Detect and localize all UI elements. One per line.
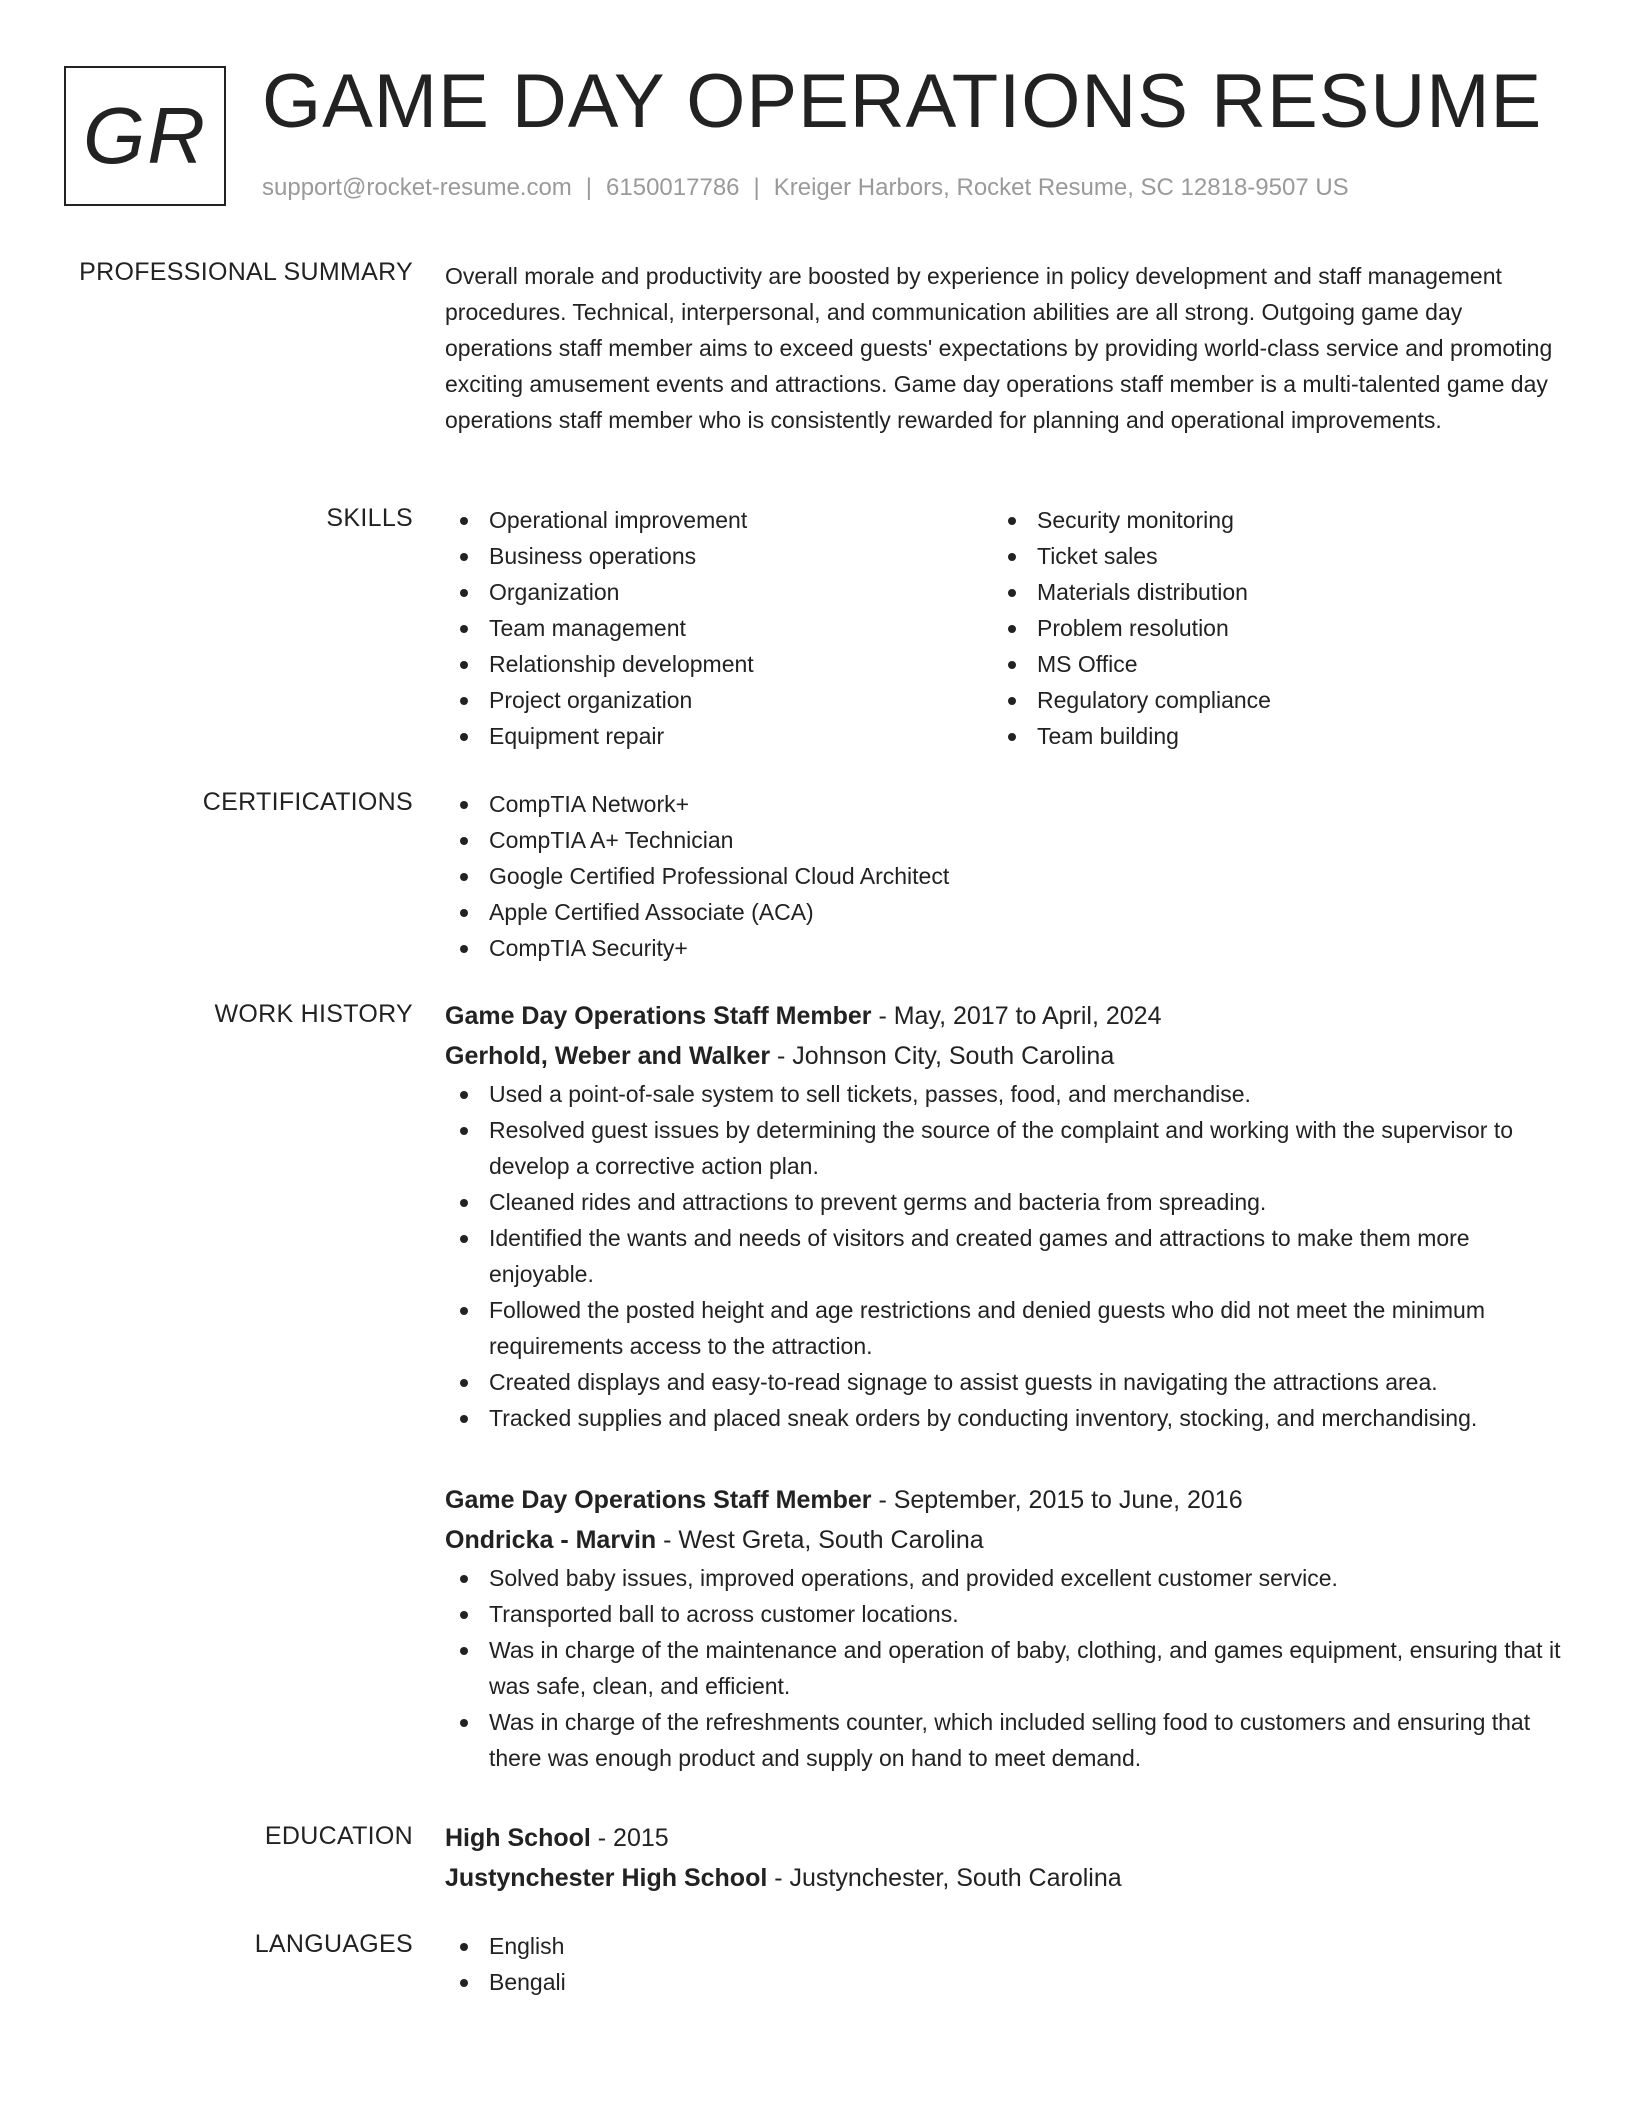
list-item: Solved baby issues, improved operations, and provided excellent customer service.: [445, 1560, 1565, 1596]
list-item: MS Office: [993, 646, 1541, 682]
list-item: Was in charge of the refreshments counter, which included selling food to customers and ensuring that there was enough product and supply on hand to meet demand.: [445, 1704, 1565, 1776]
contact-line: [262, 174, 1349, 202]
job-duties-list: [445, 1560, 1565, 1776]
list-item: Team building: [993, 718, 1541, 754]
contact-address: Kreiger Harbors, Rocket Resume, SC 12818-9507 US: [773, 174, 1349, 201]
list-item: Equipment repair: [445, 718, 993, 754]
list-item: Relationship development: [445, 646, 993, 682]
contact-email: support@rocket-resume.com: [262, 174, 572, 201]
summary-heading: PROFESSIONAL SUMMARY: [79, 258, 413, 286]
list-item: CompTIA Security+: [445, 930, 1565, 966]
list-item: Resolved guest issues by determining the source of the complaint and working with the supervisor to develop a corrective action plan.: [445, 1112, 1565, 1184]
list-item: English: [445, 1928, 1565, 1964]
list-item: Team management: [445, 610, 993, 646]
employer-line: [445, 1036, 1565, 1076]
list-item: Project organization: [445, 682, 993, 718]
list-item: Apple Certified Associate (ACA): [445, 894, 1565, 930]
monogram-logo: [64, 66, 226, 206]
list-item: CompTIA A+ Technician: [445, 822, 1565, 858]
page-title: GAME DAY OPERATIONS RESUME: [262, 59, 1543, 144]
education-entry: [445, 1818, 1565, 1898]
skills-heading: SKILLS: [326, 504, 413, 532]
list-item: Google Certified Professional Cloud Architect: [445, 858, 1565, 894]
list-item: Followed the posted height and age restrictions and denied guests who did not meet the minimum requirements access to the attraction.: [445, 1292, 1565, 1364]
employer-name: Ondricka - Marvin: [445, 1526, 657, 1554]
list-item: Organization: [445, 574, 993, 610]
job-title: Game Day Operations Staff Member: [445, 1002, 872, 1030]
job-title-line: [445, 1480, 1565, 1520]
summary-text: Overall morale and productivity are boosted by experience in policy development and staff management procedures. Technical, interpersonal, and communication abilities are all strong. Outgoing game day operations staff member aims to exceed guests' expectations by providing world-class service and promoting exciting amusement events and attractions. Game day operations staff member is a multi-talented game day operations staff member who is consistently rewarded for planning and operational improvements.: [445, 263, 1553, 433]
list-item: Cleaned rides and attractions to prevent germs and bacteria from spreading.: [445, 1184, 1565, 1220]
work-history-heading: WORK HISTORY: [214, 1000, 413, 1028]
skills-list-right: [993, 502, 1541, 754]
certifications-list: [445, 786, 1565, 966]
list-item: Ticket sales: [993, 538, 1541, 574]
list-item: Was in charge of the maintenance and operation of baby, clothing, and games equipment, ensuring that it was safe, clean, and efficient.: [445, 1632, 1565, 1704]
list-item: CompTIA Network+: [445, 786, 1565, 822]
list-item: Operational improvement: [445, 502, 993, 538]
degree-line: [445, 1818, 1565, 1858]
job-title: Game Day Operations Staff Member: [445, 1486, 872, 1514]
contact-phone: 6150017786: [606, 174, 740, 201]
job-title-line: [445, 996, 1565, 1036]
list-item: Materials distribution: [993, 574, 1541, 610]
job-entry: [445, 1480, 1565, 1776]
education-heading: EDUCATION: [264, 1822, 413, 1850]
degree: High School: [445, 1824, 591, 1852]
certifications-heading: CERTIFICATIONS: [202, 788, 413, 816]
employer-line: [445, 1520, 1565, 1560]
list-item: Security monitoring: [993, 502, 1541, 538]
certifications-section: [445, 786, 1565, 966]
employer-location: - Johnson City, South Carolina: [770, 1042, 1115, 1070]
list-item: Business operations: [445, 538, 993, 574]
list-item: Identified the wants and needs of visitors and created games and attractions to make them more enjoyable.: [445, 1220, 1565, 1292]
employer-location: - West Greta, South Carolina: [656, 1526, 984, 1554]
school-line: [445, 1858, 1565, 1898]
languages-heading: LANGUAGES: [254, 1930, 413, 1958]
graduation-year: - 2015: [590, 1824, 669, 1852]
school-location: - Justynchester, South Carolina: [767, 1864, 1122, 1892]
job-dates: - September, 2015 to June, 2016: [871, 1486, 1243, 1514]
job-duties-list: [445, 1076, 1565, 1436]
monogram-initials: GR: [83, 91, 207, 180]
languages-section: [445, 1928, 1565, 2000]
languages-list: [445, 1928, 1565, 2000]
contact-separator: |: [753, 174, 760, 201]
skills-section: [445, 502, 1565, 754]
school-name: Justynchester High School: [445, 1864, 768, 1892]
list-item: Regulatory compliance: [993, 682, 1541, 718]
list-item: Used a point-of-sale system to sell tickets, passes, food, and merchandise.: [445, 1076, 1565, 1112]
list-item: Tracked supplies and placed sneak orders by conducting inventory, stocking, and merchandising.: [445, 1400, 1565, 1436]
list-item: Problem resolution: [993, 610, 1541, 646]
list-item: Transported ball to across customer locations.: [445, 1596, 1565, 1632]
skills-list-left: [445, 502, 993, 754]
employer-name: Gerhold, Weber and Walker: [445, 1042, 771, 1070]
job-entry: [445, 996, 1565, 1436]
contact-separator: |: [585, 174, 593, 201]
list-item: Bengali: [445, 1964, 1565, 2000]
list-item: Created displays and easy-to-read signage to assist guests in navigating the attractions area.: [445, 1364, 1565, 1400]
job-dates: - May, 2017 to April, 2024: [871, 1002, 1162, 1030]
